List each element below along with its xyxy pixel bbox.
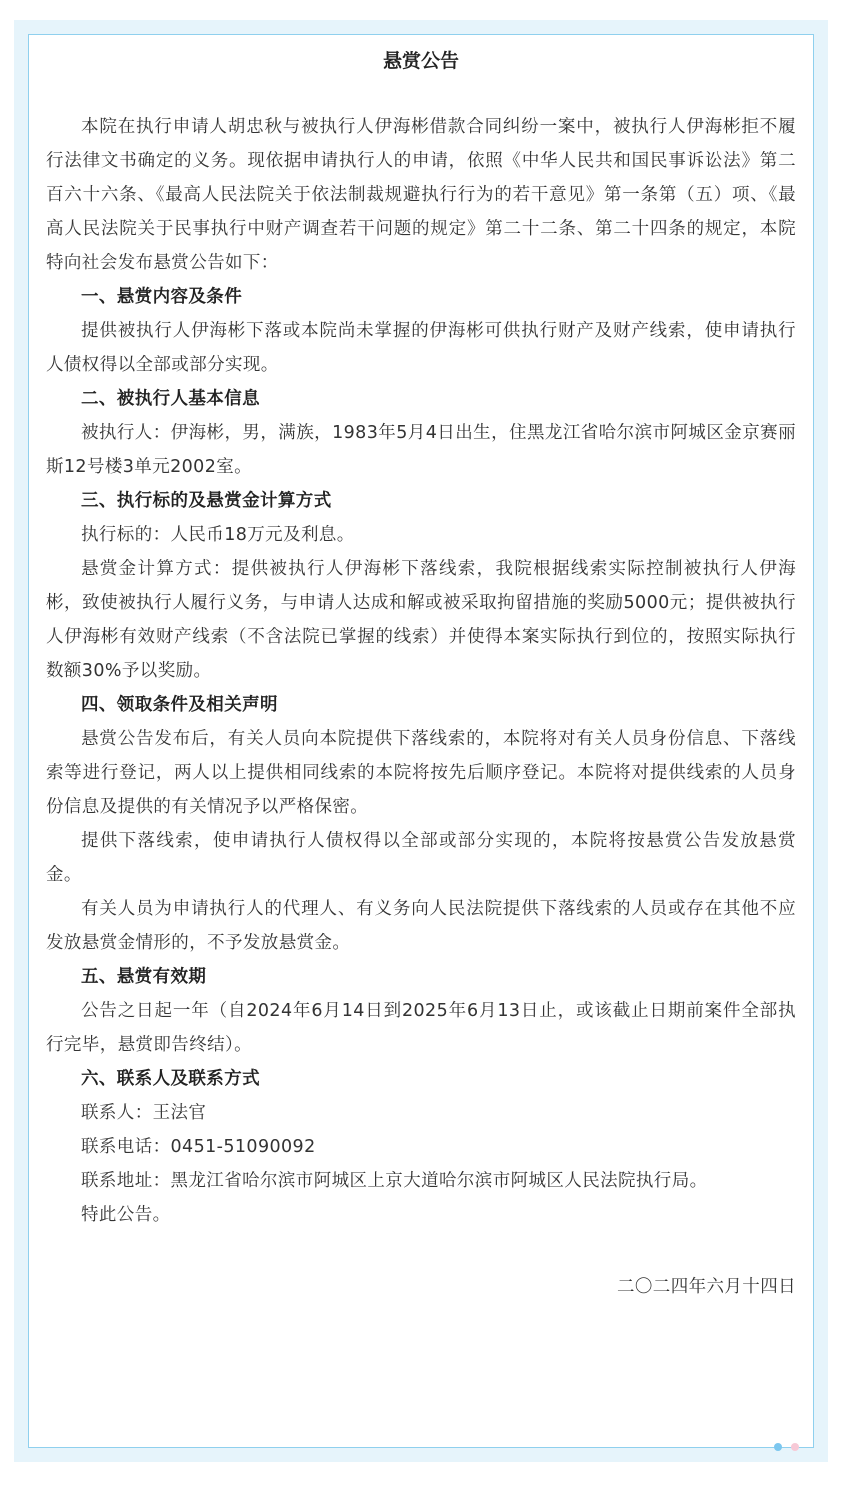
closing-line: 特此公告。 [81,1205,171,1225]
intro-paragraph: 本院在执行申请人胡忠秋与被执行人伊海彬借款合同纠纷一案中，被执行人伊海彬拒不履行法律文书确定的义务。现依据申请执行人的申请，依照《中华人民共和国民事诉讼法》第二百六十六条、《最高人民法院关于依法制裁规避执行行为的若干意见》第一条第（五）项、《最高人民法院关于民事执行中财产调查若干问题的规定》第二十二条、第二十四条的规定，本院特向社会发布悬赏公告如下： [46,117,796,273]
section-heading-contact: 六、联系人及联系方式 [81,1069,260,1089]
section-heading-basic-info: 二、被执行人基本信息 [81,389,260,409]
reward-content-paragraph: 提供被执行人伊海彬下落或本院尚未掌握的伊海彬可供执行财产及财产线索，使申请执行人债权得以全部或部分实现。 [46,321,796,375]
claim-payment-paragraph: 提供下落线索，使申请执行人债权得以全部或部分实现的，本院将按悬赏公告发放悬赏金。 [46,831,796,885]
notice-date: 二〇二四年六月十四日 [617,1277,796,1297]
reward-calculation-paragraph: 悬赏金计算方式：提供被执行人伊海彬下落线索，我院根据线索实际控制被执行人伊海彬，致使被执行人履行义务，与申请人达成和解或被采取拘留措施的奖励5000元；提供被执行人伊海彬有效财产线索（不含法院已掌握的线索）并使得本案实际执行到位的，按照实际执行数额30%予以奖励。 [46,559,796,681]
decorative-dot-blue [774,1443,782,1451]
section-heading-validity: 五、悬赏有效期 [81,967,207,987]
notice-content [46,42,796,1304]
section-heading-reward-content: 一、悬赏内容及条件 [81,287,243,307]
claim-registration-paragraph: 悬赏公告发布后，有关人员向本院提供下落线索的，本院将对有关人员身份信息、下落线索等进行登记，两人以上提供相同线索的本院将按先后顺序登记。本院将对提供线索的人员身份信息及提供的有关情况予以严格保密。 [46,729,796,817]
contact-person: 联系人：王法官 [81,1103,207,1123]
validity-paragraph: 公告之日起一年（自2024年6月14日到2025年6月13日止，或该截止日期前案件全部执行完毕，悬赏即告终结）。 [46,1001,796,1055]
decorative-dot-pink [791,1443,799,1451]
claim-exclusion-paragraph: 有关人员为申请执行人的代理人、有义务向人民法院提供下落线索的人员或存在其他不应发放悬赏金情形的，不予发放悬赏金。 [46,899,796,953]
execution-target-paragraph: 执行标的：人民币18万元及利息。 [81,525,355,545]
section-heading-execution-target: 三、执行标的及悬赏金计算方式 [81,491,332,511]
contact-phone: 联系电话：0451-51090092 [81,1137,316,1157]
section-heading-claim-conditions: 四、领取条件及相关声明 [81,695,278,715]
contact-address: 联系地址：黑龙江省哈尔滨市阿城区上京大道哈尔滨市阿城区人民法院执行局。 [81,1171,708,1191]
basic-info-paragraph: 被执行人：伊海彬，男，满族，1983年5月4日出生，住黑龙江省哈尔滨市阿城区金京赛丽斯12号楼3单元2002室。 [46,423,796,477]
notice-title: 悬赏公告 [382,50,459,72]
